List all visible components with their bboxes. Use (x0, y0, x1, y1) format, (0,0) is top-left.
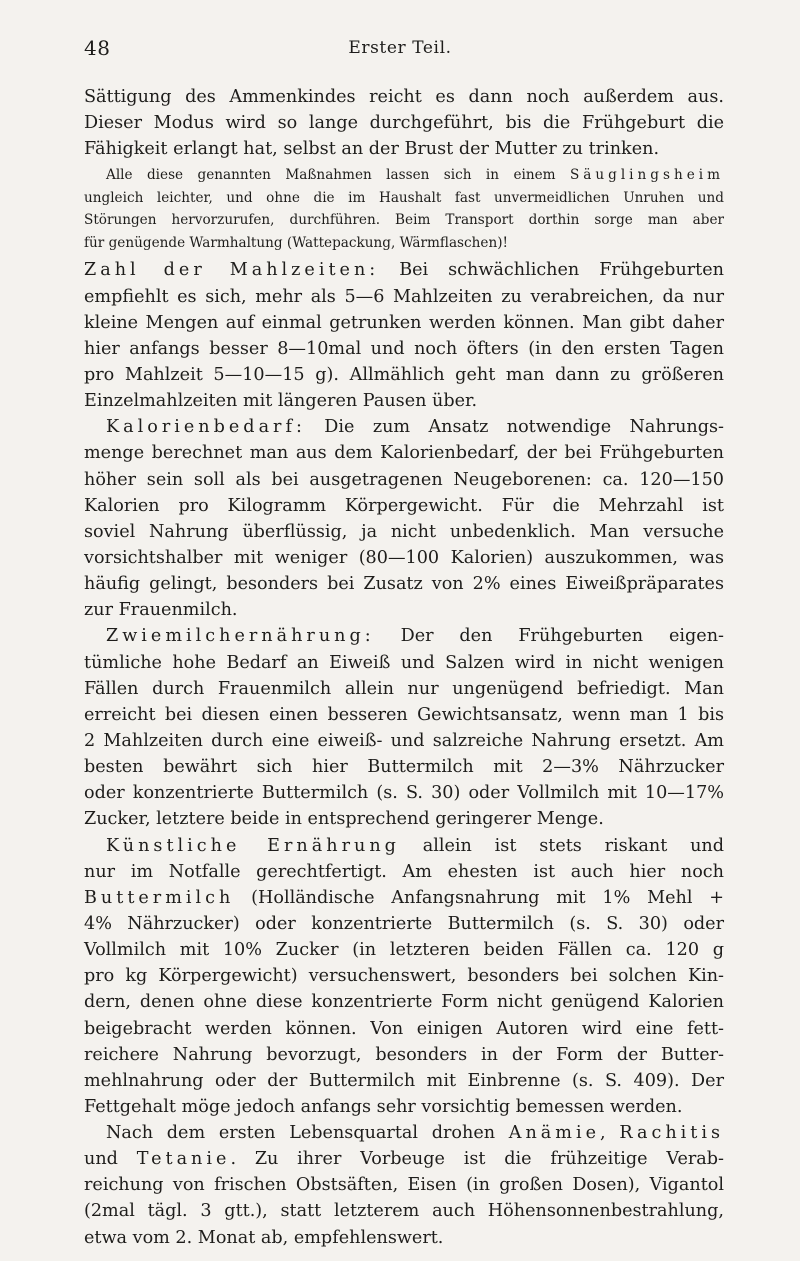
paragraph-mixed-feeding (84, 623, 724, 832)
spaced-term: Rachitis (619, 1123, 725, 1144)
text-line: oder konzentrierte Buttermilch (s. S. 30) oder Vollmilch mit 10—17% (84, 783, 724, 804)
text-line: tümliche hohe Bedarf an Eiweiß und Salzen wird in nicht wenigen (84, 652, 724, 673)
text-line: Fähigkeit erlangt hat, selbst an der Brust der Mutter zu trinken. (84, 139, 660, 160)
text-line (84, 1120, 724, 1146)
text-line: pro Mahlzeit 5—10—15 g). Allmählich geht man dann zu größeren (84, 364, 724, 385)
text-line (84, 257, 724, 283)
body-text (84, 84, 724, 1251)
small-text-segment: Alle diese genannten Maßnahmen lassen sich in einem (106, 167, 570, 184)
small-print-note (84, 164, 724, 254)
text-line: 2 Mahlzeiten durch eine eiweiß- und salzreiche Nahrung ersetzt. Am (84, 730, 724, 751)
text-line: vorsichtshalber mit weniger (80—100 Kalorien) auszukommen, was (84, 547, 724, 568)
spaced-term: Tetanie (136, 1149, 231, 1170)
text-segment: Der den Frühgeburten eigen- (374, 626, 724, 647)
text-line: hier anfangs besser 8—10mal und noch öfters (in den ersten Tagen (84, 338, 724, 359)
text-line: empfiehlt es sich, mehr als 5—6 Mahlzeiten zu verabreichen, da nur (84, 286, 724, 307)
spaced-term: Säuglingsheim (569, 167, 724, 184)
text-line: 4% Nährzucker) oder konzentrierte Buttermilch (s. S. 30) oder (84, 913, 724, 934)
small-text-line: Störungen hervorzurufen, durchführen. Beim Transport dorthin sorge man aber (84, 212, 724, 229)
text-segment: und (84, 1149, 137, 1170)
text-line: Fällen durch Frauenmilch allein nur ungenügend befriedigt. Man (84, 678, 724, 699)
text-line: menge berechnet man aus dem Kalorienbedarf, der bei Frühgeburten (84, 443, 724, 464)
text-line (84, 885, 724, 911)
text-line: reichere Nahrung bevorzugt, besonders in der Form der Butter- (84, 1044, 724, 1065)
text-segment: Die zum Ansatz notwendige Nahrungs- (305, 417, 724, 438)
text-line (84, 1146, 724, 1172)
text-line: kleine Mengen auf einmal getrunken werden können. Man gibt daher (84, 312, 724, 333)
text-line: etwa vom 2. Monat ab, empfehlenswert. (84, 1227, 444, 1248)
text-line (84, 623, 724, 649)
text-line: mehlnahrung oder der Buttermilch mit Einbrenne (s. S. 409). Der (84, 1070, 724, 1091)
text-line (84, 833, 724, 859)
text-line: Einzelmahlzeiten mit längeren Pausen über. (84, 391, 478, 412)
text-line (84, 414, 724, 440)
text-segment: (Holländische Anfangsnahrung mit 1% Mehl + (234, 887, 724, 908)
running-title: Erster Teil. (348, 38, 452, 58)
text-line: pro kg Körpergewicht) versuchenswert, besonders bei solchen Kin- (84, 966, 724, 987)
text-segment: Bei schwächlichen Frühgeburten (379, 260, 724, 281)
text-line: höher sein soll als bei ausgetragenen Neugeborenen: ca. 120—150 (84, 469, 724, 490)
spaced-term: Anämie (508, 1123, 601, 1144)
section-term: Künstliche Ernährung (106, 835, 400, 856)
paragraph-meal-count (84, 257, 724, 414)
text-line: Zucker, letztere beide in entsprechend geringerer Menge. (84, 809, 604, 830)
section-term: Buttermilch (84, 887, 235, 908)
text-line: reichung von frischen Obstsäften, Eisen (in großen Dosen), Vigantol (84, 1175, 724, 1196)
section-term: Kalorienbedarf: (106, 417, 306, 438)
text-segment: , (600, 1123, 620, 1144)
text-line: häufig gelingt, besonders bei Zusatz von 2% eines Eiweißpräparates (84, 574, 724, 595)
text-line: (2mal tägl. 3 gtt.), statt letzterem auch Höhensonnenbestrahlung, (84, 1201, 724, 1222)
text-line: erreicht bei diesen einen besseren Gewichtsansatz, wenn man 1 bis (84, 704, 724, 725)
paragraph-artificial-feeding (84, 833, 724, 1121)
text-segment: . Zu ihrer Vorbeuge ist die frühzeitige Verab- (230, 1149, 724, 1170)
page-header (84, 36, 716, 66)
paragraph-prevention (84, 1120, 724, 1251)
text-segment: Nach dem ersten Lebensquartal drohen (106, 1123, 509, 1144)
text-line: Fettgehalt möge jedoch anfangs sehr vorsichtig bemessen werden. (84, 1096, 683, 1117)
section-term: Zwiemilchernährung: (106, 626, 375, 647)
text-line: Vollmilch mit 10% Zucker (in letzteren beiden Fällen ca. 120 g (84, 940, 724, 961)
text-line: Dieser Modus wird so lange durchgeführt, bis die Frühgeburt die (84, 113, 724, 134)
text-line: soviel Nahrung überflüssig, ja nicht unbedenklich. Man versuche (84, 521, 724, 542)
paragraph-calorie-need (84, 414, 724, 623)
text-line: Sättigung des Ammenkindes reicht es dann noch außerdem aus. (84, 87, 724, 107)
section-term: Zahl der Mahlzeiten: (84, 260, 380, 281)
paragraph-feeding-mode (84, 84, 724, 162)
text-line: dern, denen ohne diese konzentrierte Form nicht genügend Kalorien (84, 992, 724, 1013)
text-line: besten bewährt sich hier Buttermilch mit 2—3% Nährzucker (84, 757, 724, 778)
text-line: beigebracht werden können. Von einigen Autoren wird eine fett- (84, 1018, 724, 1039)
small-text-line: für genügende Warmhaltung (Wattepackung, Wärmflaschen)! (84, 234, 508, 251)
small-text-line (84, 164, 724, 187)
text-line: Kalorien pro Kilogramm Körpergewicht. Für die Mehrzahl ist (84, 495, 724, 516)
text-line: nur im Notfalle gerechtfertigt. Am ehesten ist auch hier noch (84, 861, 724, 882)
text-segment: allein ist stets riskant und (399, 835, 724, 856)
text-line: zur Frauenmilch. (84, 600, 238, 621)
small-text-line: ungleich leichter, und ohne die im Haushalt fast unvermeidlichen Unruhen und (84, 189, 724, 206)
page-number: 48 (84, 36, 111, 60)
